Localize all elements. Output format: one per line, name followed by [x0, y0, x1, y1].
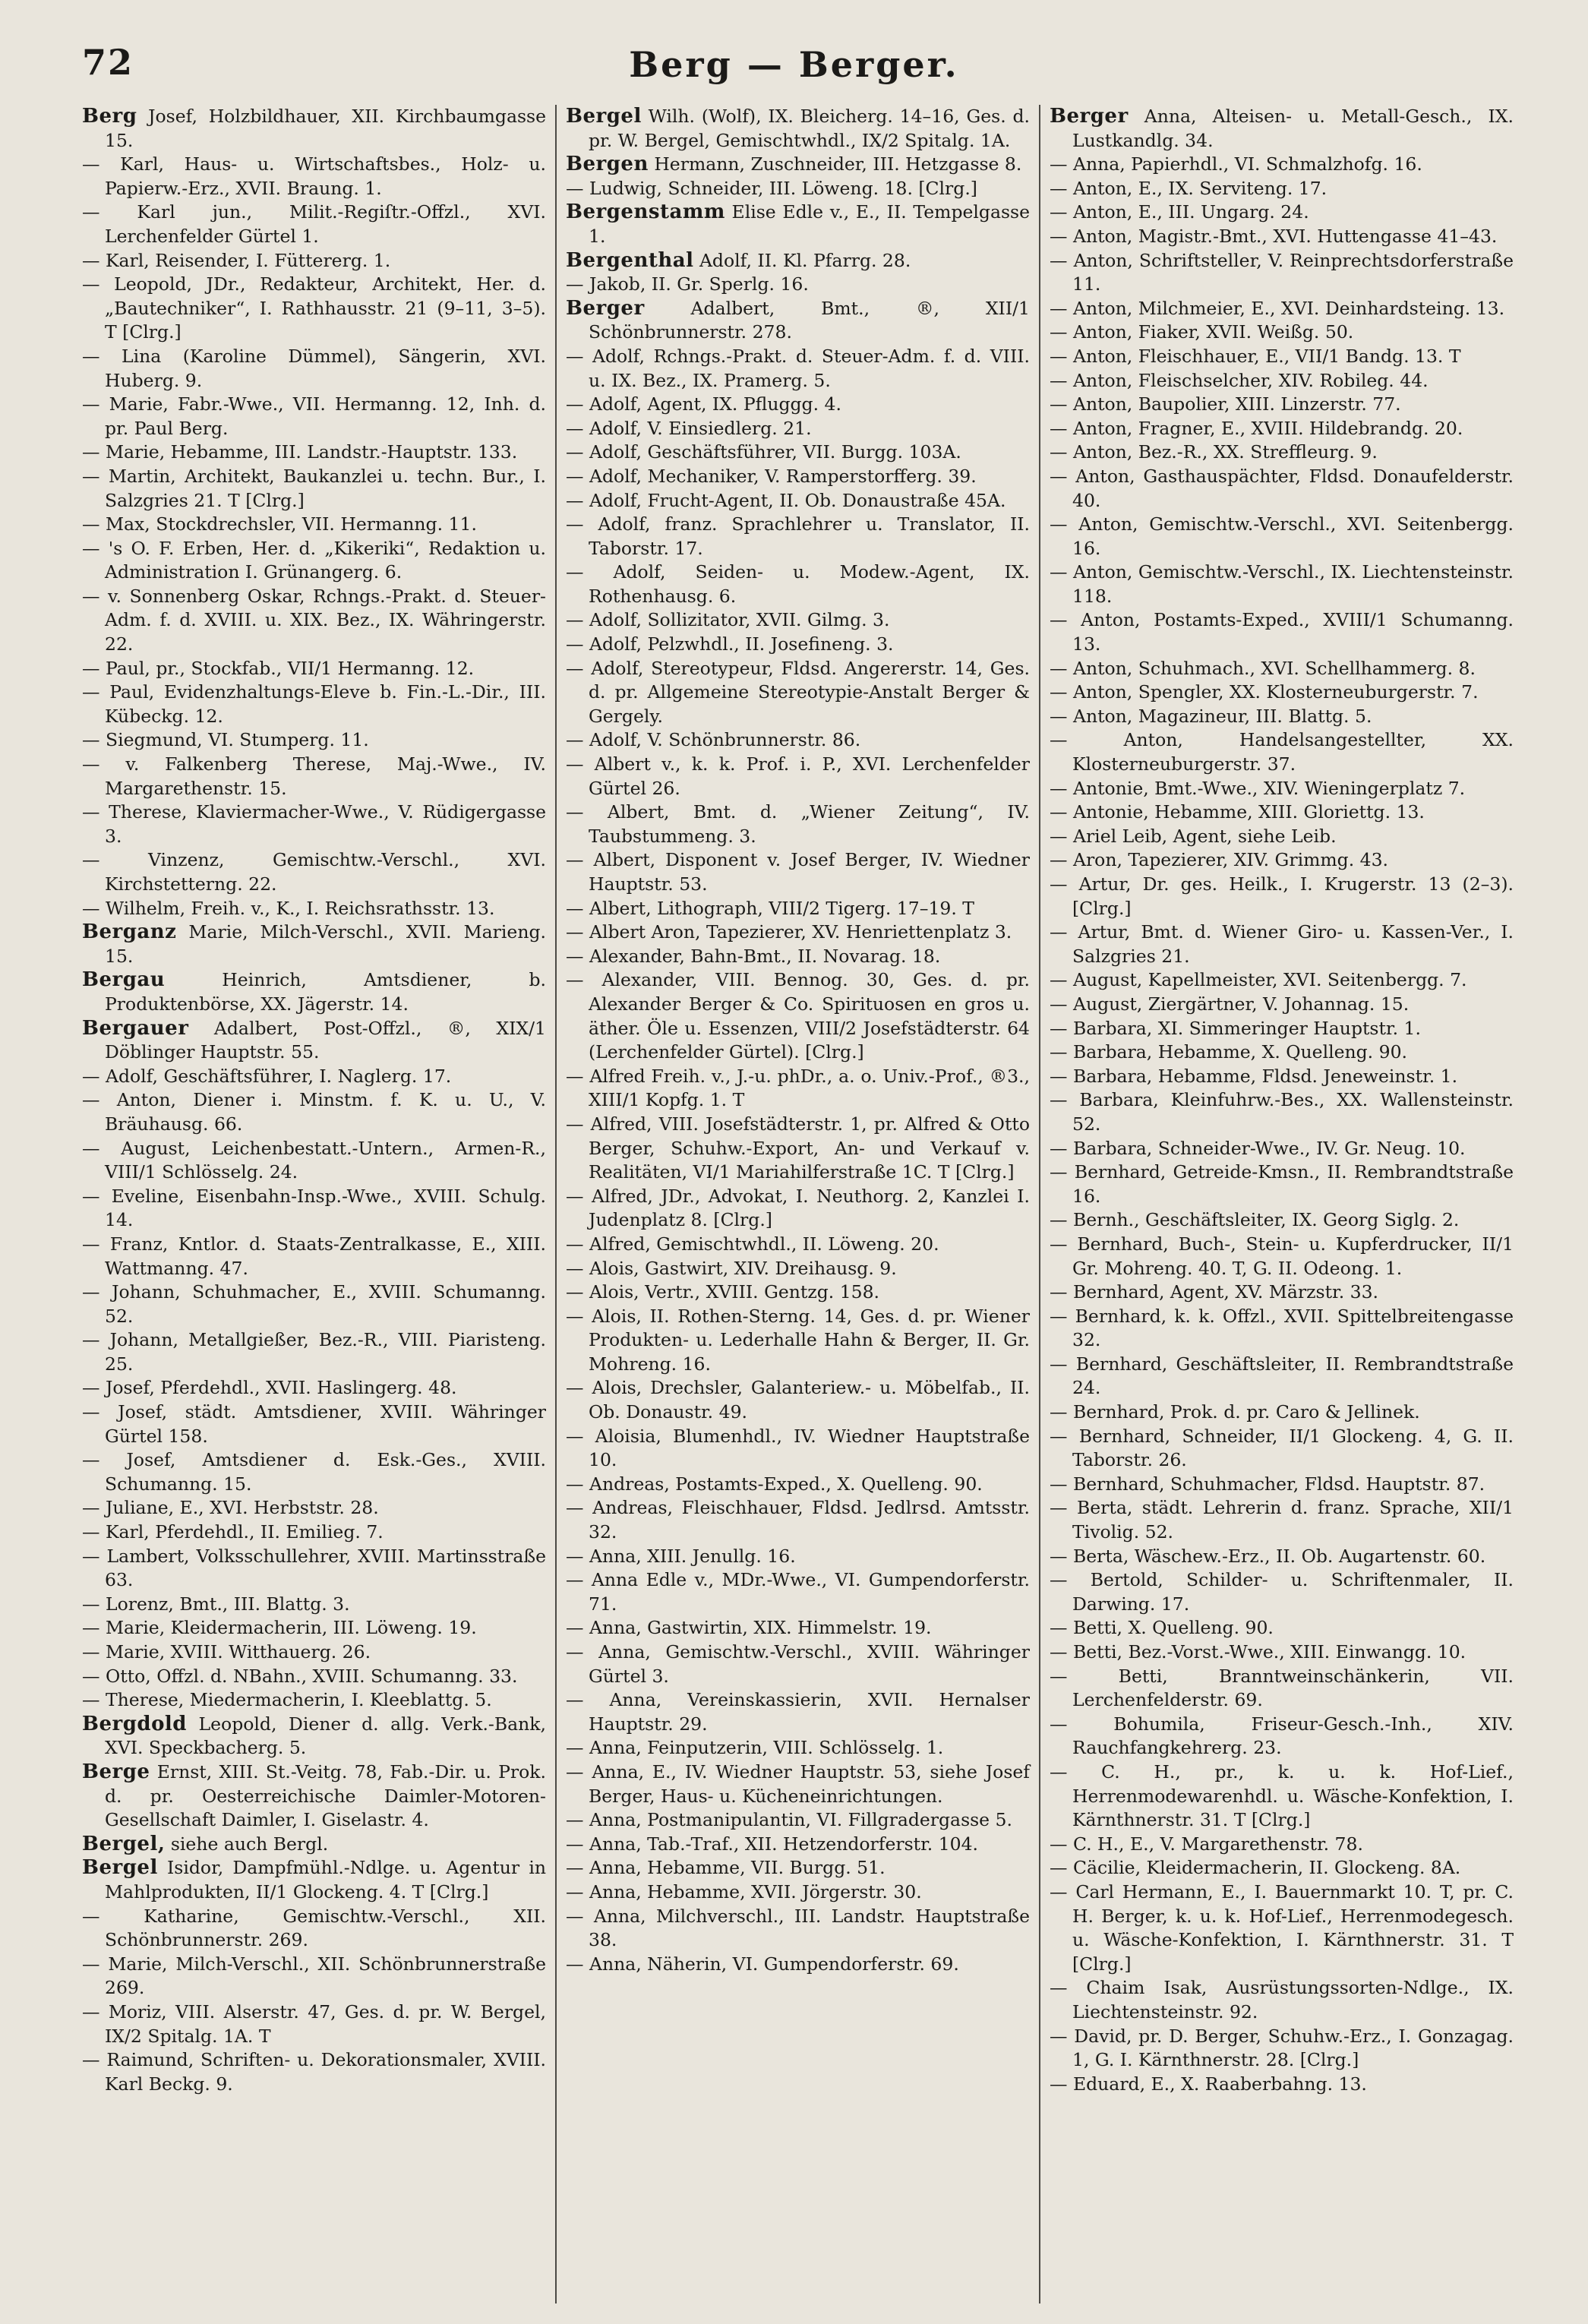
- directory-entry: Bergel Wilh. (Wolf), IX. Bleicherg. 14–16, Ges. d. pr. W. Bergel, Gemischtwhdl., IX/2 Spitalg. 1A.: [566, 105, 1030, 151]
- directory-entry: — Betti, X. Quelleng. 90.: [1050, 1617, 1274, 1639]
- directory-entry: — Lorenz, Bmt., III. Blattg. 3.: [82, 1593, 350, 1615]
- directory-entry: — Anton, Postamts-Exped., XVIII/1 Schumanng. 13.: [1050, 609, 1514, 655]
- directory-entry: — Berta, Wäschew.-Erz., II. Ob. Augartenstr. 60.: [1050, 1545, 1486, 1567]
- entry-surname: Berger: [566, 296, 645, 320]
- directory-entry: — Alois, II. Rothen-Sterng. 14, Ges. d. pr. Wiener Produkten- u. Lederhalle Hahn & Berger, II. Gr. Mohreng. 16.: [566, 1305, 1030, 1375]
- directory-entry: — Johann, Schuhmacher, E., XVIII. Schumanng. 52.: [82, 1281, 546, 1327]
- directory-entry: — Cäcilie, Kleidermacherin, II. Glockeng. 8A.: [1050, 1857, 1461, 1879]
- directory-entry: — Anton, Fleischselcher, XIV. Robileg. 44.: [1050, 369, 1429, 391]
- directory-entry: Bergenthal Adolf, II. Kl. Pfarrg. 28.: [566, 248, 911, 272]
- directory-entry: — Alois, Drechsler, Galanteriew.- u. Möbelfab., II. Ob. Donaustr. 49.: [566, 1377, 1030, 1423]
- directory-entry: — Anton, Gemischtw.-Verschl., XVI. Seitenbergg. 16.: [1050, 513, 1514, 559]
- directory-entry: — Albert, Bmt. d. „Wiener Zeitung“, IV. Taubstummeng. 3.: [566, 801, 1030, 847]
- directory-entry: — Josef, Pferdehdl., XVII. Haslingerg. 48.: [82, 1377, 457, 1399]
- directory-entry: — Bohumila, Friseur-Gesch.-Inh., XIV. Rauchfangkehrerg. 23.: [1050, 1713, 1514, 1759]
- running-head: Berg — Berger.: [629, 44, 959, 85]
- directory-entry: — C. H., E., V. Margarethenstr. 78.: [1050, 1833, 1363, 1855]
- directory-entry: — Bertold, Schilder- u. Schriftenmaler, II. Darwing. 17.: [1050, 1569, 1514, 1615]
- directory-entry: — August, Kapellmeister, XVI. Seitenbergg. 7.: [1050, 969, 1467, 991]
- directory-entry: — Anna, Näherin, VI. Gumpendorferstr. 69.: [566, 1953, 959, 1975]
- directory-entry: — Anton, Magazineur, III. Blattg. 5.: [1050, 705, 1372, 727]
- entry-surname: Bergen: [566, 153, 649, 176]
- directory-entry: — Andreas, Fleischhauer, Fldsd. Jedlrsd. Amtsstr. 32.: [566, 1497, 1030, 1543]
- directory-entry: — Albert, Disponent v. Josef Berger, IV. Wiedner Hauptstr. 53.: [566, 849, 1030, 895]
- directory-entry: — Marie, Milch-Verschl., XII. Schönbrunnerstraße 269.: [82, 1953, 546, 1999]
- directory-entry: Bergdold Leopold, Diener d. allg. Verk.-Bank, XVI. Speckbacherg. 5.: [82, 1712, 546, 1759]
- directory-entry: Bergau Heinrich, Amtsdiener, b. Produktenbörse, XX. Jägerstr. 14.: [82, 968, 546, 1015]
- directory-entry: — Anton, Baupolier, XIII. Linzerstr. 77.: [1050, 393, 1401, 415]
- directory-entry: — Adolf, Geschäftsführer, I. Naglerg. 17.: [82, 1065, 452, 1087]
- directory-entry: — Josef, Amtsdiener d. Esk.-Ges., XVIII. Schumanng. 15.: [82, 1449, 546, 1495]
- directory-entry: Berger Anna, Alteisen- u. Metall-Gesch., IX. Lustkandlg. 34.: [1050, 105, 1514, 151]
- directory-entry: — Barbara, Kleinfuhrw.-Bes., XX. Wallensteinstr. 52.: [1050, 1089, 1514, 1135]
- directory-entry: — Artur, Dr. ges. Heilk., I. Krugerstr. 13 (2–3). [Clrg.]: [1050, 873, 1514, 919]
- directory-entry: — Bernhard, Schuhmacher, Fldsd. Hauptstr. 87.: [1050, 1473, 1485, 1495]
- directory-entry: — Anna, Hebamme, XVII. Jörgerstr. 30.: [566, 1880, 922, 1902]
- directory-entry: — Paul, pr., Stockfab., VII/1 Hermanng. 12.: [82, 657, 475, 679]
- entry-surname: Bergel: [566, 105, 642, 128]
- directory-entry: — Therese, Klaviermacher-Wwe., V. Rüdigergasse 3.: [82, 801, 546, 847]
- directory-entry: — Anton, Gemischtw.-Verschl., IX. Liechtensteinstr. 118.: [1050, 561, 1514, 607]
- directory-entry: — Otto, Offzl. d. NBahn., XVIII. Schumanng. 33.: [82, 1665, 518, 1687]
- directory-entry: — Moriz, VIII. Alserstr. 47, Ges. d. pr. W. Bergel, IX/2 Spitalg. 1A. T: [82, 2000, 546, 2047]
- directory-entry: — Anna, XIII. Jenullg. 16.: [566, 1545, 796, 1567]
- directory-entry: — Anna Edle v., MDr.-Wwe., VI. Gumpendorferstr. 71.: [566, 1569, 1030, 1615]
- directory-entry: — Albert v., k. k. Prof. i. P., XVI. Lerchenfelder Gürtel 26.: [566, 753, 1030, 799]
- directory-entry: — Anton, Fragner, E., XVIII. Hildebrandg. 20.: [1050, 417, 1463, 439]
- directory-entry: — Anna, Gastwirtin, XIX. Himmelstr. 19.: [566, 1617, 932, 1639]
- entry-surname: Bergau: [82, 968, 166, 992]
- directory-entry: — Karl jun., Milit.-Regiſtr.-Offzl., XVI. Lerchenfelder Gürtel 1.: [82, 201, 546, 247]
- directory-entry: — Barbara, Hebamme, X. Quelleng. 90.: [1050, 1041, 1407, 1063]
- directory-entry: — Anton, Handelsangestellter, XX. Klosterneuburgerstr. 37.: [1050, 729, 1514, 775]
- directory-entry: — Adolf, Frucht-Agent, II. Ob. Donaustraße 45A.: [566, 489, 1006, 511]
- directory-entry: — Betti, Branntweinschänkerin, VII. Lerchenfelderstr. 69.: [1050, 1665, 1514, 1711]
- directory-entry: — Paul, Evidenzhaltungs-Eleve b. Fin.-L.-Dir., III. Kübeckg. 12.: [82, 681, 546, 727]
- directory-entry: Berg Josef, Holzbildhauer, XII. Kirchbaumgasse 15.: [82, 105, 546, 151]
- directory-entry: — Adolf, Mechaniker, V. Ramperstorfferg. 39.: [566, 465, 977, 487]
- entry-surname: Bergel,: [82, 1832, 166, 1855]
- directory-entry: — Raimund, Schriften- u. Dekorationsmaler, XVIII. Karl Beckg. 9.: [82, 2049, 546, 2095]
- directory-entry: — Therese, Miedermacherin, I. Kleeblattg. 5.: [82, 1689, 492, 1711]
- entry-surname: Berg: [82, 105, 137, 128]
- directory-entry: — David, pr. D. Berger, Schuhw.-Erz., I. Gonzagag. 1, G. I. Kärnthnerstr. 28. [Clrg.]: [1050, 2025, 1514, 2071]
- directory-entry: — Bernhard, Schneider, II/1 Glockeng. 4, G. II. Taborstr. 26.: [1050, 1425, 1514, 1471]
- directory-entry: — Anton, E., III. Ungarg. 24.: [1050, 201, 1309, 223]
- directory-entry: Berger Adalbert, Bmt., ®, XII/1 Schönbrunnerstr. 278.: [566, 296, 1030, 343]
- directory-entry: — Wilhelm, Freih. v., K., I. Reichsrathsstr. 13.: [82, 897, 495, 919]
- entry-surname: Bergenstamm: [566, 201, 725, 224]
- directory-entry: — Franz, Kntlor. d. Staats-Zentralkasse, E., XIII. Wattmanng. 47.: [82, 1233, 546, 1279]
- directory-entry: — Katharine, Gemischtw.-Verschl., XII. Schönbrunnerstr. 269.: [82, 1905, 546, 1951]
- directory-entry: — Albert, Lithograph, VIII/2 Tigerg. 17–19. T: [566, 897, 974, 919]
- directory-entry: — Karl, Reisender, I. Füttererg. 1.: [82, 249, 391, 271]
- directory-entry: — Aloisia, Blumenhdl., IV. Wiedner Hauptstraße 10.: [566, 1425, 1030, 1471]
- directory-entry: — Aron, Tapezierer, XIV. Grimmg. 43.: [1050, 849, 1389, 871]
- column-left: [82, 105, 557, 2303]
- directory-entry: — Bernhard, Buch-, Stein- u. Kupferdrucker, II/1 Gr. Mohreng. 40. T, G. II. Odeong. 1.: [1050, 1233, 1514, 1279]
- directory-entry: — Jakob, II. Gr. Sperlg. 16.: [566, 273, 809, 295]
- directory-entry: — Alfred, VIII. Josefstädterstr. 1, pr. Alfred & Otto Berger, Schuhw.-Export, An- und Verkauf v. Realitäten, VI/1 Mariahilferstraße 1C. T [Clrg.]: [566, 1113, 1030, 1183]
- directory-entry: — Anton, Milchmeier, E., XVI. Deinhardsteing. 13.: [1050, 297, 1505, 319]
- directory-entry: — Anna, Milchverschl., III. Landstr. Hauptstraße 38.: [566, 1905, 1030, 1951]
- directory-entry: — Alois, Vertr., XVIII. Gentzg. 158.: [566, 1281, 880, 1303]
- directory-entry: — Leopold, JDr., Redakteur, Architekt, Her. d. „Bautechniker“, I. Rathhausstr. 21 (9–11, 3–5). T [Clrg.]: [82, 273, 546, 343]
- directory-entry: — Anton, Bez.-R., XX. Streffleurg. 9.: [1050, 441, 1378, 463]
- directory-entry: — Marie, Hebamme, III. Landstr.-Hauptstr. 133.: [82, 441, 518, 463]
- directory-entry: — August, Leichenbestatt.-Untern., Armen-R., VIII/1 Schlösselg. 24.: [82, 1137, 546, 1183]
- directory-entry: — Anna, Vereinskassierin, XVII. Hernalser Hauptstr. 29.: [566, 1689, 1030, 1735]
- directory-columns: [82, 105, 1514, 2303]
- directory-entry: Bergenstamm Elise Edle v., E., II. Tempelgasse 1.: [566, 201, 1030, 247]
- directory-entry: — v. Falkenberg Therese, Maj.-Wwe., IV. Margarethenstr. 15.: [82, 753, 546, 799]
- directory-entry: — Bernhard, k. k. Offzl., XVII. Spittelbreitengasse 32.: [1050, 1305, 1514, 1351]
- directory-entry: Berganz Marie, Milch-Verschl., XVII. Marieng. 15.: [82, 920, 546, 967]
- directory-entry: — Anna, Papierhdl., VI. Schmalzhofg. 16.: [1050, 153, 1422, 175]
- directory-entry: — Adolf, Rchngs.-Prakt. d. Steuer-Adm. f. d. VIII. u. IX. Bez., IX. Pramerg. 5.: [566, 345, 1030, 391]
- directory-entry: — Marie, Kleidermacherin, III. Löweng. 19.: [82, 1617, 477, 1639]
- directory-entry: — Berta, städt. Lehrerin d. franz. Sprache, XII/1 Tivolig. 52.: [1050, 1497, 1514, 1543]
- directory-entry: — Andreas, Postamts-Exped., X. Quelleng. 90.: [566, 1473, 983, 1495]
- directory-entry: — Ariel Leib, Agent, siehe Leib.: [1050, 825, 1337, 847]
- directory-entry: — Anton, Fiaker, XVII. Weißg. 50.: [1050, 321, 1354, 343]
- directory-entry: — Siegmund, VI. Stumperg. 11.: [82, 729, 369, 751]
- directory-entry: — Marie, XVIII. Witthauerg. 26.: [82, 1641, 371, 1662]
- directory-entry: — v. Sonnenberg Oskar, Rchngs.-Prakt. d. Steuer-Adm. f. d. XVIII. u. XIX. Bez., IX. Währingerstr. 22.: [82, 585, 546, 655]
- directory-entry: — Eduard, E., X. Raaberbahng. 13.: [1050, 2073, 1367, 2095]
- column-right: [1040, 105, 1514, 2303]
- directory-entry: — Adolf, Pelzwhdl., II. Josefineng. 3.: [566, 633, 894, 655]
- entry-surname: Bergenthal: [566, 248, 694, 272]
- directory-entry: — Adolf, franz. Sprachlehrer u. Translator, II. Taborstr. 17.: [566, 513, 1030, 559]
- directory-entry: Bergel, siehe auch Bergl.: [82, 1832, 329, 1855]
- directory-entry: — Vinzenz, Gemischtw.-Verschl., XVI. Kirchstetterng. 22.: [82, 849, 546, 895]
- directory-entry: — Adolf, V. Einsiedlerg. 21.: [566, 417, 812, 439]
- directory-entry: — Anton, Fleischhauer, E., VII/1 Bandg. 13. T: [1050, 345, 1461, 367]
- directory-entry: — Anna, E., IV. Wiedner Hauptstr. 53, siehe Josef Berger, Haus- u. Kücheneinrichtungen.: [566, 1760, 1030, 1807]
- directory-entry: — Alfred Freih. v., J.-u. phDr., a. o. Univ.-Prof., ®3., XIII/1 Kopfg. 1. T: [566, 1065, 1030, 1111]
- directory-entry: — Bernhard, Prok. d. pr. Caro & Jellinek.: [1050, 1401, 1420, 1423]
- directory-entry: — August, Ziergärtner, V. Johannag. 15.: [1050, 993, 1410, 1015]
- entry-surname: Bergel: [82, 1856, 158, 1880]
- directory-entry: — Anna, Hebamme, VII. Burgg. 51.: [566, 1857, 886, 1879]
- directory-entry: — Anton, Spengler, XX. Klosterneuburgerstr. 7.: [1050, 681, 1479, 703]
- entry-surname: Berganz: [82, 920, 177, 944]
- directory-entry: — Barbara, XI. Simmeringer Hauptstr. 1.: [1050, 1017, 1421, 1039]
- directory-entry: — Anna, Feinputzerin, VIII. Schlösselg. 1.: [566, 1737, 944, 1759]
- directory-entry: — Max, Stockdrechsler, VII. Hermanng. 11.: [82, 513, 477, 535]
- directory-entry: — Anna, Postmanipulantin, VI. Fillgradergasse 5.: [566, 1809, 1012, 1831]
- entry-surname: Berger: [1050, 105, 1129, 128]
- entry-surname: Bergauer: [82, 1016, 189, 1040]
- directory-entry: — Adolf, Stereotypeur, Fldsd. Angererstr. 14, Ges. d. pr. Allgemeine Stereotypie-Anstalt Berger & Gergely.: [566, 657, 1030, 727]
- directory-entry: — Anton, Magistr.-Bmt., XVI. Huttengasse 41–43.: [1050, 225, 1498, 247]
- directory-entry: — Alfred, Gemischtwhdl., II. Löweng. 20.: [566, 1233, 939, 1255]
- directory-entry: — Adolf, Agent, IX. Pfluggg. 4.: [566, 393, 841, 415]
- directory-entry: — Barbara, Schneider-Wwe., IV. Gr. Neug. 10.: [1050, 1137, 1466, 1159]
- directory-entry: — Eveline, Eisenbahn-Insp.-Wwe., XVIII. Schulg. 14.: [82, 1185, 546, 1231]
- directory-entry: — Antonie, Bmt.-Wwe., XIV. Wieningerplatz 7.: [1050, 777, 1466, 799]
- directory-entry: — Martin, Architekt, Baukanzlei u. techn. Bur., I. Salzgries 21. T [Clrg.]: [82, 465, 546, 511]
- directory-entry: — Anton, Schuhmach., XVI. Schellhammerg. 8.: [1050, 657, 1476, 679]
- directory-entry: — Alfred, JDr., Advokat, I. Neuthorg. 2, Kanzlei I. Judenplatz 8. [Clrg.]: [566, 1185, 1030, 1231]
- directory-entry: — Adolf, Geschäftsführer, VII. Burgg. 103A.: [566, 441, 961, 463]
- directory-entry: — Chaim Isak, Ausrüstungssorten-Ndlge., IX. Liechtensteinstr. 92.: [1050, 1977, 1514, 2022]
- directory-entry: — Josef, städt. Amtsdiener, XVIII. Währinger Gürtel 158.: [82, 1401, 546, 1447]
- directory-entry: — Anton, Diener i. Minstm. f. K. u. U., V. Bräuhausg. 66.: [82, 1089, 546, 1135]
- directory-entry: — Antonie, Hebamme, XIII. Gloriettg. 13.: [1050, 801, 1425, 823]
- directory-entry: — C. H., pr., k. u. k. Hof-Lief., Herrenmodewarenhdl. u. Wäsche-Konfektion, I. Kärnthnerstr. 31. T [Clrg.]: [1050, 1760, 1514, 1831]
- directory-entry: — Lambert, Volksschullehrer, XVIII. Martinsstraße 63.: [82, 1545, 546, 1591]
- directory-entry: — Alexander, Bahn-Bmt., II. Novarag. 18.: [566, 945, 941, 967]
- directory-entry: — Karl, Pferdehdl., II. Emilieg. 7.: [82, 1521, 384, 1543]
- directory-entry: — Bernhard, Agent, XV. Märzstr. 33.: [1050, 1281, 1379, 1303]
- directory-entry: — Anton, Schriftsteller, V. Reinprechtsdorferstraße 11.: [1050, 249, 1514, 295]
- directory-entry: — Alexander, VIII. Bennog. 30, Ges. d. pr. Alexander Berger & Co. Spirituosen en gros u. äther. Öle u. Essenzen, VIII/2 Josefstädterstr. 64 (Lerchenfelder Gürtel). [Clrg.]: [566, 969, 1030, 1063]
- directory-entry: — Anna, Gemischtw.-Verschl., XVIII. Währinger Gürtel 3.: [566, 1641, 1030, 1687]
- directory-entry: — Lina (Karoline Dümmel), Sängerin, XVI. Huberg. 9.: [82, 345, 546, 391]
- directory-entry: — Karl, Haus- u. Wirtschaftsbes., Holz- u. Papierw.-Erz., XVII. Braung. 1.: [82, 153, 546, 199]
- directory-entry: Berge Ernst, XIII. St.-Veitg. 78, Fab.-Dir. u. Prok. d. pr. Oesterreichische Daimler-Motoren-Gesellschaft Daimler, I. Giselastr. 4.: [82, 1760, 546, 1831]
- page-number: 72: [82, 42, 134, 83]
- directory-entry: — Johann, Metallgießer, Bez.-R., VIII. Piaristeng. 25.: [82, 1329, 546, 1375]
- directory-entry: — Ludwig, Schneider, III. Löweng. 18. [Clrg.]: [566, 177, 977, 199]
- directory-entry: — Anna, Tab.-Traf., XII. Hetzendorferstr. 104.: [566, 1833, 979, 1855]
- directory-entry: — Bernhard, Geschäftsleiter, II. Rembrandtstraße 24.: [1050, 1353, 1514, 1399]
- directory-entry: — Anton, Gasthauspächter, Fldsd. Donaufelderstr. 40.: [1050, 465, 1514, 511]
- column-middle: [557, 105, 1040, 2303]
- directory-entry: — Artur, Bmt. d. Wiener Giro- u. Kassen-Ver., I. Salzgries 21.: [1050, 921, 1514, 967]
- directory-entry: — Betti, Bez.-Vorst.-Wwe., XIII. Einwangg. 10.: [1050, 1641, 1466, 1662]
- directory-entry: — Marie, Fabr.-Wwe., VII. Hermanng. 12, Inh. d. pr. Paul Berg.: [82, 393, 546, 439]
- directory-entry: Bergel Isidor, Dampfmühl.-Ndlge. u. Agentur in Mahlprodukten, II/1 Glockeng. 4. T [Clrg.]: [82, 1856, 546, 1902]
- directory-entry: — Bernh., Geschäftsleiter, IX. Georg Siglg. 2.: [1050, 1209, 1460, 1231]
- entry-surname: Bergdold: [82, 1712, 187, 1735]
- directory-entry: — Juliane, E., XVI. Herbststr. 28.: [82, 1497, 379, 1519]
- entry-surname: Berge: [82, 1760, 150, 1783]
- directory-entry: — Alois, Gastwirt, XIV. Dreihausg. 9.: [566, 1257, 897, 1279]
- directory-entry: Bergen Hermann, Zuschneider, III. Hetzgasse 8.: [566, 153, 1022, 176]
- directory-entry: — Adolf, Sollizitator, XVII. Gilmg. 3.: [566, 609, 890, 631]
- directory-entry: — Bernhard, Getreide-Kmsn., II. Rembrandtstraße 16.: [1050, 1161, 1514, 1207]
- directory-entry: — Adolf, Seiden- u. Modew.-Agent, IX. Rothenhausg. 6.: [566, 561, 1030, 607]
- directory-entry: — Albert Aron, Tapezierer, XV. Henriettenplatz 3.: [566, 921, 1012, 943]
- directory-entry: — Carl Hermann, E., I. Bauernmarkt 10. T, pr. C. H. Berger, k. u. k. Hof-Lief., Herrenmodegesch. u. Wäsche-Konfektion, I. Kärnthnerstr. 31. T [Clrg.]: [1050, 1880, 1514, 1975]
- directory-entry: — Barbara, Hebamme, Fldsd. Jeneweinstr. 1.: [1050, 1065, 1458, 1087]
- directory-entry: — 's O. F. Erben, Her. d. „Kikeriki“, Redaktion u. Administration I. Grünangerg. 6.: [82, 537, 546, 583]
- directory-entry: — Anton, E., IX. Serviteng. 17.: [1050, 177, 1328, 199]
- directory-entry: Bergauer Adalbert, Post-Offzl., ®, XIX/1 Döblinger Hauptstr. 55.: [82, 1016, 546, 1063]
- directory-entry: — Adolf, V. Schönbrunnerstr. 86.: [566, 729, 861, 751]
